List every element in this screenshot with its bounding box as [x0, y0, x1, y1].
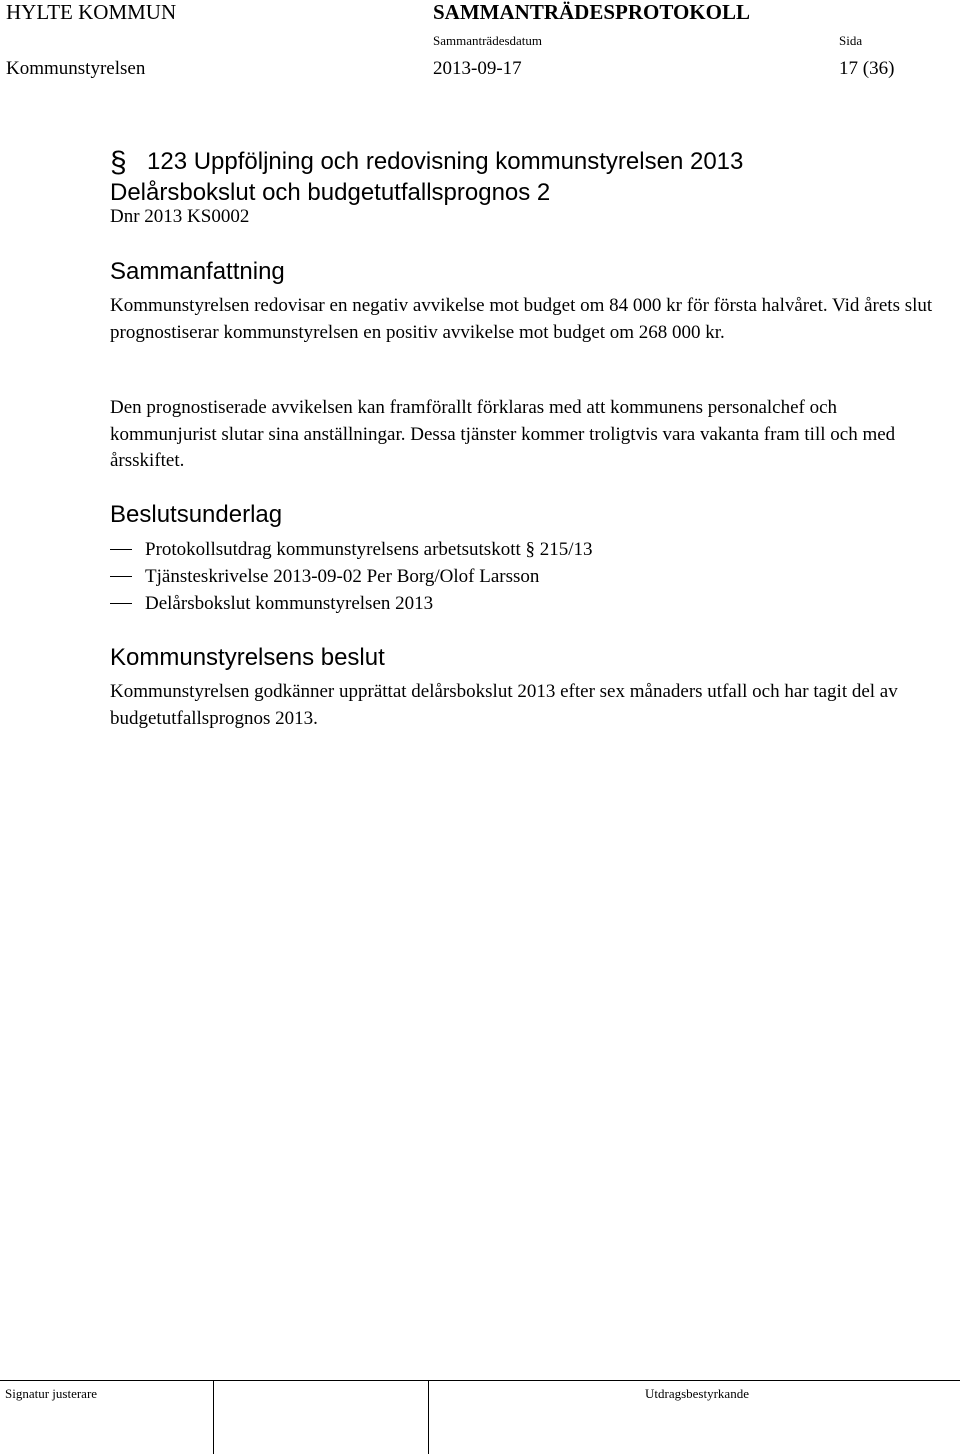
summary-paragraph-2: Den prognostiserade avvikelsen kan framförallt förklaras med att kommunens personalchef och kommunjurist slutar sina anställningar. Dessa tjänster kommer troligtvis vara vakanta fram till och med årsskiftet. [110, 397, 896, 471]
footer-column-divider [428, 1380, 429, 1454]
meeting-date-label: Sammanträdesdatum [433, 33, 543, 48]
page-number: 17 (36) [839, 58, 895, 79]
dash-bullet-icon [110, 549, 132, 550]
decision-basis-heading: Beslutsunderlag [110, 501, 283, 528]
decision-heading: Kommunstyrelsens beslut [110, 644, 385, 671]
list-item-text: Protokollsutdrag kommunstyrelsens arbetsutskott § 215/13 [145, 539, 593, 560]
decision-text: Kommunstyrelsen godkänner upprättat delårsbokslut 2013 efter sex månaders utfall och har tagit del av budgetutfallsprognos 2013. [110, 681, 898, 729]
dash-bullet-icon [110, 603, 132, 604]
list-item [110, 563, 593, 590]
section-title [110, 146, 743, 208]
document-type: SAMMANTRÄDESPROTOKOLL [433, 0, 750, 24]
footer-column-divider [213, 1380, 214, 1454]
footer-divider [0, 1380, 960, 1381]
dash-bullet-icon [110, 576, 132, 577]
section-title-line1: 123 Uppföljning och redovisning kommunstyrelsen 2013 [147, 148, 744, 175]
section-title-line2: Delårsbokslut och budgetutfallsprognos 2 [110, 179, 551, 206]
decision-basis-list [110, 536, 593, 617]
summary-heading: Sammanfattning [110, 258, 285, 285]
summary-paragraph-1: Kommunstyrelsen redovisar en negativ avvikelse mot budget om 84 000 kr för första halvåret. Vid årets slut prognostiserar kommunstyrelsen en positiv avvikelse mot budget om 268 000 kr. [110, 295, 933, 343]
list-item-text: Delårsbokslut kommunstyrelsen 2013 [145, 593, 434, 614]
signature-label: Signatur justerare [5, 1386, 98, 1401]
extract-certification-label: Utdragsbestyrkande [645, 1386, 749, 1401]
list-item-text: Tjänsteskrivelse 2013-09-02 Per Borg/Olof Larsson [145, 566, 540, 587]
meeting-date: 2013-09-17 [433, 58, 522, 79]
paragraph-sign: § [110, 146, 127, 179]
page-label: Sida [839, 33, 863, 48]
list-item [110, 590, 593, 617]
diary-number: Dnr 2013 KS0002 [110, 206, 250, 227]
organization-name: HYLTE KOMMUN [6, 0, 177, 24]
committee-name: Kommunstyrelsen [6, 58, 146, 79]
list-item [110, 536, 593, 563]
